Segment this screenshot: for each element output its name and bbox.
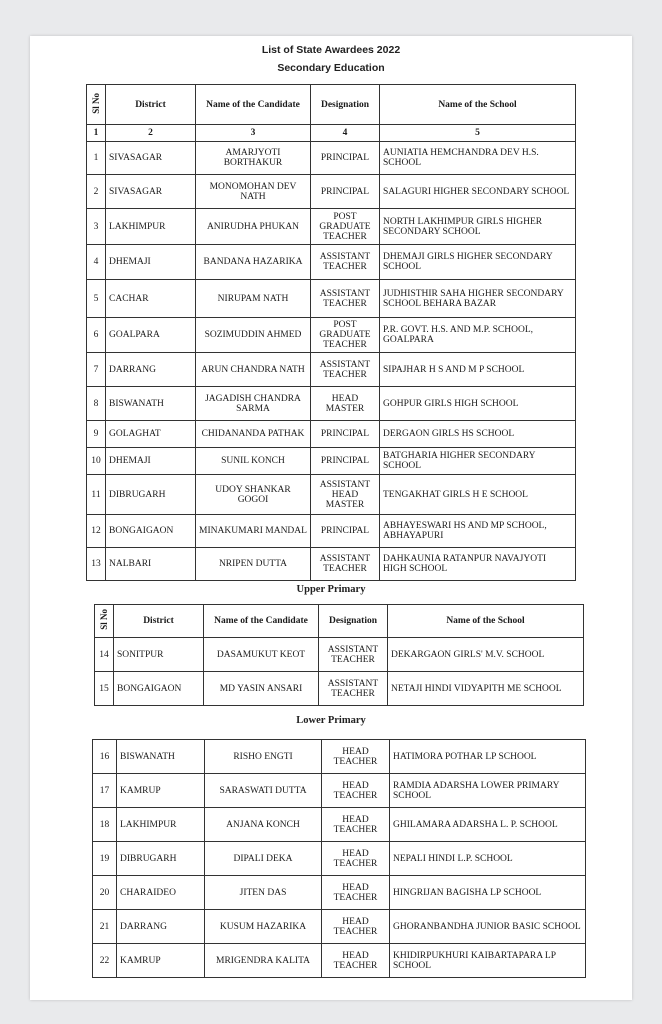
column-number: 5 (380, 125, 576, 142)
column-number: 1 (87, 125, 106, 142)
row-sl-no: 12 (87, 515, 106, 548)
row-designation: POST GRADUATE TEACHER (311, 209, 380, 245)
header-candidate: Name of the Candidate (196, 85, 311, 125)
table-row (95, 638, 584, 672)
row-candidate-name: MINAKUMARI MANDAL (196, 515, 311, 548)
row-candidate-name: NRIPEN DUTTA (196, 548, 311, 581)
row-sl-no: 17 (93, 774, 117, 808)
row-school: NORTH LAKHIMPUR GIRLS HIGHER SECONDARY SCHOOL (380, 209, 576, 245)
table-row (93, 808, 586, 842)
row-candidate-name: ANJANA KONCH (205, 808, 322, 842)
row-candidate-name: SUNIL KONCH (196, 448, 311, 475)
row-designation: ASSISTANT TEACHER (319, 638, 388, 672)
row-candidate-name: KUSUM HAZARIKA (205, 910, 322, 944)
row-district: SIVASAGAR (106, 175, 196, 209)
row-school: AUNIATIA HEMCHANDRA DEV H.S. SCHOOL (380, 142, 576, 175)
row-district: SIVASAGAR (106, 142, 196, 175)
row-designation: PRINCIPAL (311, 142, 380, 175)
row-designation: ASSISTANT TEACHER (311, 280, 380, 318)
row-school: JUDHISTHIR SAHA HIGHER SECONDARY SCHOOL BEHARA BAZAR (380, 280, 576, 318)
row-designation: HEAD TEACHER (322, 876, 390, 910)
row-school: DAHKAUNIA RATANPUR NAVAJYOTI HIGH SCHOOL (380, 548, 576, 581)
row-designation: HEAD TEACHER (322, 740, 390, 774)
document-page (30, 36, 632, 1000)
document-title: List of State Awardees 2022 (261, 44, 401, 56)
row-district: DHEMAJI (106, 448, 196, 475)
row-designation: ASSISTANT HEAD MASTER (311, 475, 380, 515)
row-candidate-name: MONOMOHAN DEV NATH (196, 175, 311, 209)
row-district: GOLAGHAT (106, 421, 196, 448)
row-sl-no: 4 (87, 245, 106, 280)
row-sl-no: 15 (95, 672, 114, 706)
table-row (93, 740, 586, 774)
upper-primary-table (94, 604, 584, 706)
row-designation: PRINCIPAL (311, 515, 380, 548)
row-sl-no: 11 (87, 475, 106, 515)
row-designation: ASSISTANT TEACHER (311, 245, 380, 280)
row-district: DARRANG (106, 353, 196, 387)
row-candidate-name: BANDANA HAZARIKA (196, 245, 311, 280)
header-designation: Designation (319, 605, 388, 638)
row-sl-no: 20 (93, 876, 117, 910)
header-district: District (114, 605, 204, 638)
row-candidate-name: CHIDANANDA PATHAK (196, 421, 311, 448)
column-number: 4 (311, 125, 380, 142)
row-sl-no: 6 (87, 318, 106, 353)
table-row (87, 142, 576, 175)
row-district: DHEMAJI (106, 245, 196, 280)
row-candidate-name: RISHO ENGTI (205, 740, 322, 774)
row-designation: PRINCIPAL (311, 175, 380, 209)
header-district: District (106, 85, 196, 125)
column-number: 2 (106, 125, 196, 142)
column-number: 3 (196, 125, 311, 142)
row-district: DIBRUGARH (117, 842, 205, 876)
row-school: GOHPUR GIRLS HIGH SCHOOL (380, 387, 576, 421)
row-district: LAKHIMPUR (117, 808, 205, 842)
row-sl-no: 3 (87, 209, 106, 245)
row-candidate-name: DASAMUKUT KEOT (204, 638, 319, 672)
table-row (87, 475, 576, 515)
row-sl-no: 5 (87, 280, 106, 318)
row-district: BISWANATH (117, 740, 205, 774)
row-designation: HEAD TEACHER (322, 774, 390, 808)
section-title-lower-primary: Lower Primary (296, 715, 366, 726)
row-sl-no: 8 (87, 387, 106, 421)
row-district: SONITPUR (114, 638, 204, 672)
table-row (87, 548, 576, 581)
row-sl-no: 1 (87, 142, 106, 175)
row-school: NEPALI HINDI L.P. SCHOOL (390, 842, 586, 876)
row-candidate-name: NIRUPAM NATH (196, 280, 311, 318)
table-row (93, 944, 586, 978)
table-header-row (95, 605, 584, 638)
row-school: P.R. GOVT. H.S. AND M.P. SCHOOL, GOALPARA (380, 318, 576, 353)
row-sl-no: 10 (87, 448, 106, 475)
row-school: SIPAJHAR H S AND M P SCHOOL (380, 353, 576, 387)
row-school: BATGHARIA HIGHER SECONDARY SCHOOL (380, 448, 576, 475)
table-row (93, 910, 586, 944)
row-candidate-name: MRIGENDRA KALITA (205, 944, 322, 978)
row-district: BONGAIGAON (114, 672, 204, 706)
header-sl-no: Sl No (87, 85, 106, 125)
row-school: DERGAON GIRLS HS SCHOOL (380, 421, 576, 448)
row-school: RAMDIA ADARSHA LOWER PRIMARY SCHOOL (390, 774, 586, 808)
row-school: KHIDIRPUKHURI KAIBARTAPARA LP SCHOOL (390, 944, 586, 978)
header-candidate: Name of the Candidate (204, 605, 319, 638)
row-candidate-name: SOZIMUDDIN AHMED (196, 318, 311, 353)
row-sl-no: 9 (87, 421, 106, 448)
row-district: CACHAR (106, 280, 196, 318)
row-school: GHILAMARA ADARSHA L. P. SCHOOL (390, 808, 586, 842)
row-candidate-name: DIPALI DEKA (205, 842, 322, 876)
header-sl-no: Sl No (95, 605, 114, 638)
row-designation: HEAD MASTER (311, 387, 380, 421)
section-title-upper-primary: Upper Primary (296, 584, 366, 595)
table-row (87, 318, 576, 353)
lower-primary-table (92, 739, 586, 978)
row-candidate-name: JAGADISH CHANDRA SARMA (196, 387, 311, 421)
table-row (93, 774, 586, 808)
row-candidate-name: UDOY SHANKAR GOGOI (196, 475, 311, 515)
row-district: GOALPARA (106, 318, 196, 353)
column-number-row (87, 125, 576, 142)
row-district: CHARAIDEO (117, 876, 205, 910)
row-designation: ASSISTANT TEACHER (319, 672, 388, 706)
row-designation: HEAD TEACHER (322, 910, 390, 944)
table-row (95, 672, 584, 706)
table-row (93, 876, 586, 910)
row-designation: POST GRADUATE TEACHER (311, 318, 380, 353)
row-sl-no: 13 (87, 548, 106, 581)
row-district: DARRANG (117, 910, 205, 944)
header-school: Name of the School (388, 605, 584, 638)
row-school: SALAGURI HIGHER SECONDARY SCHOOL (380, 175, 576, 209)
row-school: GHORANBANDHA JUNIOR BASIC SCHOOL (390, 910, 586, 944)
table-row (87, 387, 576, 421)
table-row (87, 280, 576, 318)
row-sl-no: 2 (87, 175, 106, 209)
row-sl-no: 21 (93, 910, 117, 944)
row-candidate-name: ANIRUDHA PHUKAN (196, 209, 311, 245)
secondary-table (86, 84, 576, 581)
table-row (87, 245, 576, 280)
row-district: KAMRUP (117, 944, 205, 978)
row-district: BISWANATH (106, 387, 196, 421)
header-designation: Designation (311, 85, 380, 125)
row-district: BONGAIGAON (106, 515, 196, 548)
row-district: KAMRUP (117, 774, 205, 808)
table-row (87, 353, 576, 387)
row-district: DIBRUGARH (106, 475, 196, 515)
row-school: DHEMAJI GIRLS HIGHER SECONDARY SCHOOL (380, 245, 576, 280)
row-candidate-name: SARASWATI DUTTA (205, 774, 322, 808)
row-school: NETAJI HINDI VIDYAPITH ME SCHOOL (388, 672, 584, 706)
row-school: HATIMORA POTHAR LP SCHOOL (390, 740, 586, 774)
row-district: NALBARI (106, 548, 196, 581)
row-designation: HEAD TEACHER (322, 944, 390, 978)
row-school: ABHAYESWARI HS AND MP SCHOOL, ABHAYAPURI (380, 515, 576, 548)
row-school: DEKARGAON GIRLS' M.V. SCHOOL (388, 638, 584, 672)
row-candidate-name: ARUN CHANDRA NATH (196, 353, 311, 387)
row-designation: HEAD TEACHER (322, 808, 390, 842)
row-designation: HEAD TEACHER (322, 842, 390, 876)
table-row (87, 209, 576, 245)
row-sl-no: 16 (93, 740, 117, 774)
table-row (93, 842, 586, 876)
row-designation: ASSISTANT TEACHER (311, 353, 380, 387)
row-district: LAKHIMPUR (106, 209, 196, 245)
document-subtitle: Secondary Education (277, 62, 385, 74)
row-designation: PRINCIPAL (311, 421, 380, 448)
header-school: Name of the School (380, 85, 576, 125)
table-header-row (87, 85, 576, 125)
table-row (87, 421, 576, 448)
row-sl-no: 14 (95, 638, 114, 672)
row-candidate-name: JITEN DAS (205, 876, 322, 910)
row-sl-no: 7 (87, 353, 106, 387)
row-sl-no: 18 (93, 808, 117, 842)
row-candidate-name: AMARJYOTI BORTHAKUR (196, 142, 311, 175)
table-row (87, 175, 576, 209)
row-sl-no: 22 (93, 944, 117, 978)
table-row (87, 448, 576, 475)
row-school: TENGAKHAT GIRLS H E SCHOOL (380, 475, 576, 515)
row-school: HINGRIJAN BAGISHA LP SCHOOL (390, 876, 586, 910)
row-sl-no: 19 (93, 842, 117, 876)
row-designation: PRINCIPAL (311, 448, 380, 475)
table-row (87, 515, 576, 548)
row-candidate-name: MD YASIN ANSARI (204, 672, 319, 706)
row-designation: ASSISTANT TEACHER (311, 548, 380, 581)
